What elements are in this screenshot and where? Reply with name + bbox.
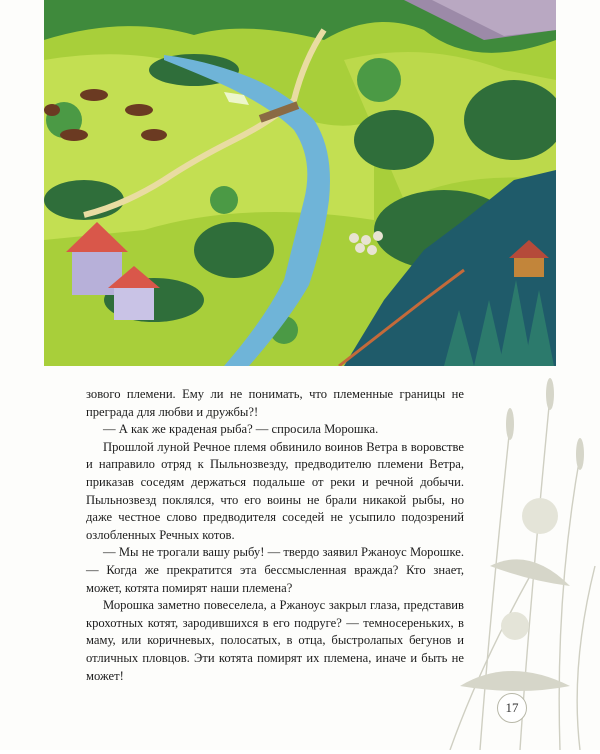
paragraph: Морошка заметно повеселела, а Ржаноус закрыл глаза, представив крохотных котят, зародившихся в его подруге? — темносереньких, в маму, или коричневых, полосатых, в отца, быстролапых бегунов и отличных пловцов. Эти котята помирят их племена, иначе и быть не может! <box>86 598 464 683</box>
paragraph: зового племени. Ему ли не понимать, что племенные границы не преграда для любви и дружбы?! <box>86 387 464 419</box>
paragraph: Прошлой луной Речное племя обвинило воинов Ветра в воровстве и направило отряд к Пыльнозвезду, предводителю племени Ветра, приказав соседям держаться подальше от реки и речной добычи. Пыльнозвезд поклялся, что его воины не брали никакой рыбы, но даже честное слово предводителя соседей не усыпило подозрений озлобленных Речных котов. <box>86 439 464 542</box>
story-text <box>86 386 464 685</box>
paragraph: — Мы не трогали вашу рыбу! — твердо заявил Ржаноус Морошке. — Когда же прекратится эта бессмысленная вражда? Кто знает, может, котята помирят наши племена? <box>86 545 464 595</box>
river-valley-illustration <box>44 0 556 366</box>
paragraph: — А как же краденая рыба? — спросила Морошка. <box>103 422 379 437</box>
page-number: 17 <box>497 693 527 723</box>
